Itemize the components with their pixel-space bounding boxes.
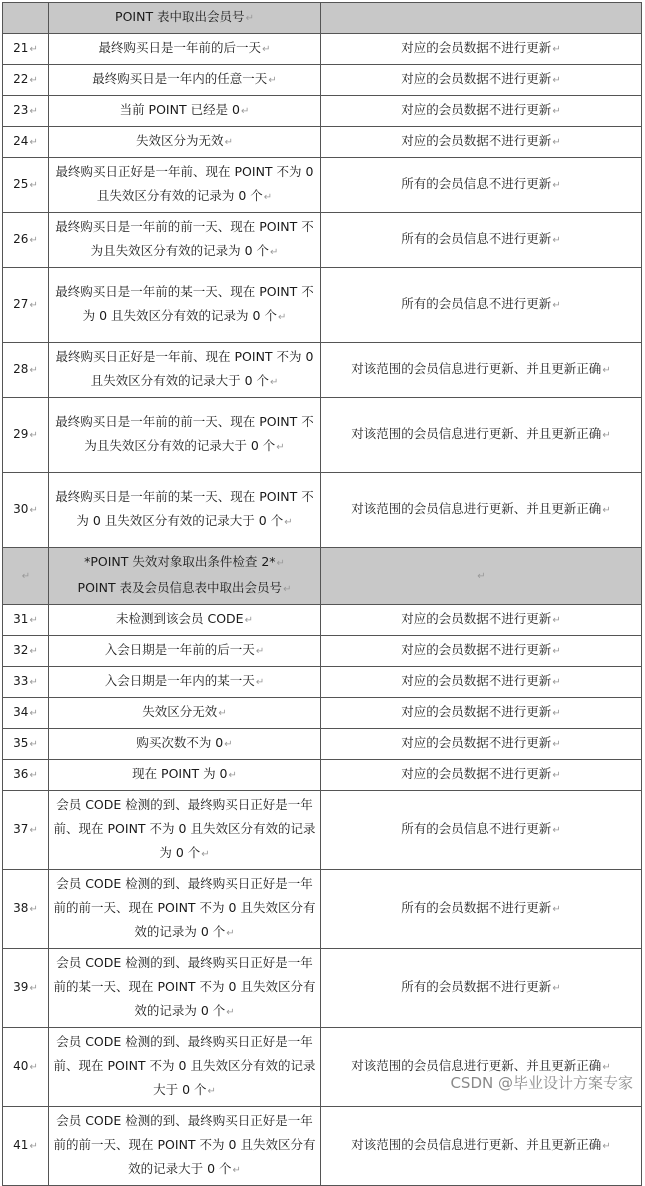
result-cell: 对该范围的会员信息进行更新、并且更新正确↵	[321, 343, 642, 398]
result-cell: 对应的会员数据不进行更新↵	[321, 729, 642, 760]
row-number: 33↵	[3, 667, 49, 698]
result-cell: 所有的会员信息不进行更新↵	[321, 158, 642, 213]
condition-cell: 失效区分为无效↵	[49, 127, 321, 158]
table-row	[3, 605, 642, 636]
row-number: 21↵	[3, 34, 49, 65]
row-number: 23↵	[3, 96, 49, 127]
row-number: 32↵	[3, 636, 49, 667]
header-empty-cell	[3, 3, 49, 34]
condition-cell: 现在 POINT 为 0↵	[49, 760, 321, 791]
table-row	[3, 398, 642, 473]
result-cell: 对该范围的会员信息进行更新、并且更新正确↵	[321, 473, 642, 548]
table-row	[3, 213, 642, 268]
condition-cell: 最终购买日正好是一年前、现在 POINT 不为 0 且失效区分有效的记录大于 0 个↵	[49, 343, 321, 398]
condition-cell: 最终购买日是一年前的前一天、现在 POINT 不为且失效区分有效的记录为 0 个↵	[49, 213, 321, 268]
condition-cell: 未检测到该会员 CODE↵	[49, 605, 321, 636]
condition-cell: 入会日期是一年内的某一天↵	[49, 667, 321, 698]
table-row	[3, 1107, 642, 1186]
row-number: 34↵	[3, 698, 49, 729]
row-number: 24↵	[3, 127, 49, 158]
condition-cell: 会员 CODE 检测的到、最终购买日正好是一年前的前一天、现在 POINT 不为 0 且失效区分有效的记录大于 0 个↵	[49, 1107, 321, 1186]
row-number: 22↵	[3, 65, 49, 96]
result-cell: 对应的会员数据不进行更新↵	[321, 760, 642, 791]
row-number: 25↵	[3, 158, 49, 213]
table-row	[3, 158, 642, 213]
section-title-1: POINT 表中取出会员号↵	[49, 3, 321, 34]
table-row	[3, 760, 642, 791]
condition-cell: 会员 CODE 检测的到、最终购买日正好是一年前、现在 POINT 不为 0 且失效区分有效的记录大于 0 个↵	[49, 1028, 321, 1107]
result-cell: 所有的会员信息不进行更新↵	[321, 213, 642, 268]
result-cell: 对应的会员数据不进行更新↵	[321, 127, 642, 158]
row-number: 37↵	[3, 791, 49, 870]
condition-cell: 最终购买日是一年前的某一天、现在 POINT 不为 0 且失效区分有效的记录为 0 个↵	[49, 268, 321, 343]
condition-cell: 会员 CODE 检测的到、最终购买日正好是一年前的某一天、现在 POINT 不为 0 且失效区分有效的记录为 0 个↵	[49, 949, 321, 1028]
table-row	[3, 870, 642, 949]
table-row	[3, 636, 642, 667]
result-cell: 对应的会员数据不进行更新↵	[321, 636, 642, 667]
result-cell: 对应的会员数据不进行更新↵	[321, 667, 642, 698]
row-number: 38↵	[3, 870, 49, 949]
row-number: 30↵	[3, 473, 49, 548]
condition-cell: 购买次数不为 0↵	[49, 729, 321, 760]
test-case-table	[2, 2, 642, 1186]
condition-cell: 当前 POINT 已经是 0↵	[49, 96, 321, 127]
result-cell: 对该范围的会员信息进行更新、并且更新正确↵	[321, 398, 642, 473]
row-number: 29↵	[3, 398, 49, 473]
condition-cell: 会员 CODE 检测的到、最终购买日正好是一年前、现在 POINT 不为 0 且失效区分有效的记录为 0 个↵	[49, 791, 321, 870]
watermark: CSDN @毕业设计方案专家	[450, 1074, 633, 1092]
row-number: 31↵	[3, 605, 49, 636]
table-row	[3, 791, 642, 870]
row-number: 36↵	[3, 760, 49, 791]
result-cell: 对应的会员数据不进行更新↵	[321, 34, 642, 65]
condition-cell: 最终购买日是一年前的前一天、现在 POINT 不为且失效区分有效的记录大于 0 个↵	[49, 398, 321, 473]
row-number: 39↵	[3, 949, 49, 1028]
result-cell: 对应的会员数据不进行更新↵	[321, 96, 642, 127]
row-number: 35↵	[3, 729, 49, 760]
result-cell: 所有的会员数据不进行更新↵	[321, 949, 642, 1028]
header-empty-cell	[321, 3, 642, 34]
condition-cell: 失效区分无效↵	[49, 698, 321, 729]
table-row	[3, 667, 642, 698]
table-row	[3, 698, 642, 729]
result-cell: 对应的会员数据不进行更新↵	[321, 698, 642, 729]
table-row	[3, 343, 642, 398]
table-row	[3, 96, 642, 127]
result-cell: 所有的会员信息不进行更新↵	[321, 791, 642, 870]
section-header-1	[3, 3, 642, 34]
result-cell: 对该范围的会员信息进行更新、并且更新正确↵	[321, 1028, 642, 1107]
header-marker-cell: ↵	[3, 548, 49, 605]
table-row	[3, 1028, 642, 1107]
table-row	[3, 65, 642, 96]
row-number: 28↵	[3, 343, 49, 398]
table-row	[3, 473, 642, 548]
table-row	[3, 127, 642, 158]
table-row	[3, 949, 642, 1028]
header-marker-cell: ↵	[321, 548, 642, 605]
condition-cell: 会员 CODE 检测的到、最终购买日正好是一年前的前一天、现在 POINT 不为 0 且失效区分有效的记录为 0 个↵	[49, 870, 321, 949]
condition-cell: 最终购买日是一年内的任意一天↵	[49, 65, 321, 96]
section-title-2: *POINT 失效对象取出条件检查 2*↵ POINT 表及会员信息表中取出会员号↵	[49, 548, 321, 605]
result-cell: 对应的会员数据不进行更新↵	[321, 65, 642, 96]
row-number: 41↵	[3, 1107, 49, 1186]
row-number: 40↵	[3, 1028, 49, 1107]
section-header-2	[3, 548, 642, 605]
condition-cell: 最终购买日是一年前的后一天↵	[49, 34, 321, 65]
row-number: 26↵	[3, 213, 49, 268]
condition-cell: 入会日期是一年前的后一天↵	[49, 636, 321, 667]
result-cell: 对应的会员数据不进行更新↵	[321, 605, 642, 636]
condition-cell: 最终购买日正好是一年前、现在 POINT 不为 0 且失效区分有效的记录为 0 个↵	[49, 158, 321, 213]
table-row	[3, 34, 642, 65]
result-cell: 对该范围的会员信息进行更新、并且更新正确↵	[321, 1107, 642, 1186]
row-number: 27↵	[3, 268, 49, 343]
result-cell: 所有的会员信息不进行更新↵	[321, 268, 642, 343]
table-row	[3, 729, 642, 760]
result-cell: 所有的会员数据不进行更新↵	[321, 870, 642, 949]
condition-cell: 最终购买日是一年前的某一天、现在 POINT 不为 0 且失效区分有效的记录大于 0 个↵	[49, 473, 321, 548]
table-row	[3, 268, 642, 343]
